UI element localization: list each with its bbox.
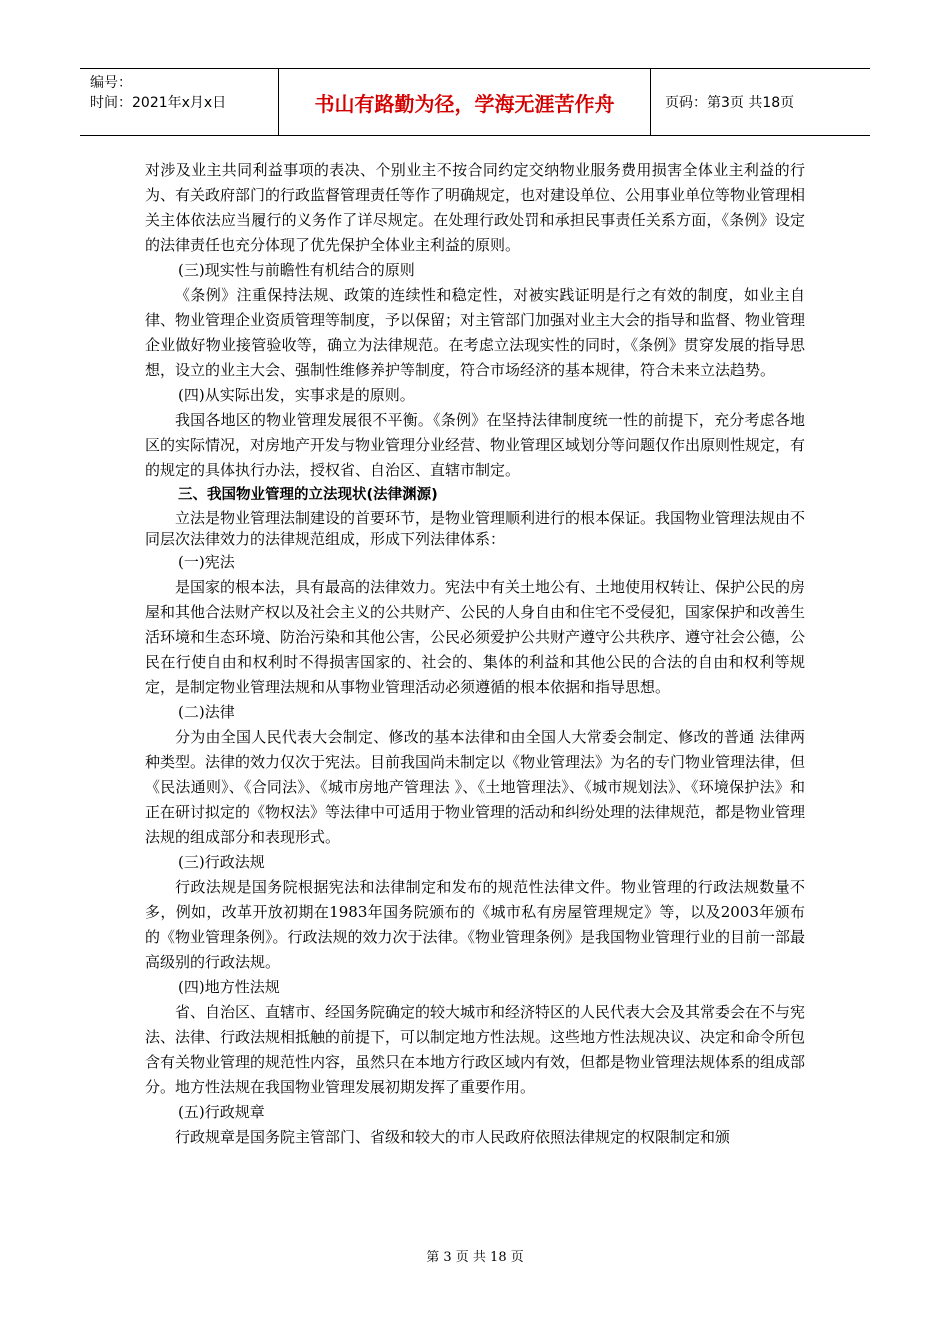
header-table: [80, 68, 870, 136]
paragraph: 立法是物业管理法制建设的首要环节，是物业管理顺利进行的根本保证。我国物业管理法规由不同层次法律效力的法律规范组成，形成下列法律体系：: [145, 509, 806, 548]
paragraph: 是国家的根本法，具有最高的法律效力。宪法中有关土地公有、土地使用权转让、保护公民的房屋和其他合法财产权以及社会主义的公共财产、公民的人身自由和住宅不受侵犯，国家保护和改善生活环境和生态环境、防治污染和其他公害，公民必须爱护公共财产遵守公共秩序、遵守社会公德，公民在行使自由和权利时不得损害国家的、社会的、集体的利益和其他公民的合法的自由和权利等规定，是制定物业管理法规和从事物业管理活动必须遵循的根本依据和指导思想。: [145, 578, 806, 696]
paragraph: 分为由全国人民代表大会制定、修改的基本法律和由全国人大常委会制定、修改的普通 法律两种类型。法律的效力仅次于宪法。目前我国尚未制定以《物业管理法》为名的专门物业管理法律，但《民法通则》、《合同法》、《城市房地产管理法 》、《土地管理法》、《城市规划法》、《环境保护法》和正在研讨拟定的《物权法》等法律中可适用于物业管理的活动和纠纷处理的法律规范，都是物业管理法规的组成部分和表现形式。: [145, 728, 806, 846]
paragraph: 《条例》注重保持法规、政策的连续性和稳定性，对被实践证明是行之有效的制度，如业主自律、物业管理企业资质管理等制度，予以保留；对主管部门加强对业主大会的指导和监督、物业管理企业做好物业接管验收等，确立为法律规范。在考虑立法现实性的同时，《条例》贯穿发展的指导思想，设立的业主大会、强制性维修养护等制度，符合市场经济的基本规律，符合未来立法趋势。: [145, 286, 806, 379]
paragraph: 省、自治区、直辖市、经国务院确定的较大城市和经济特区的人民代表大会及其常委会在不与宪法、法律、行政法规相抵触的前提下，可以制定地方性法规。这些地方性法规决议、决定和命令所包含有关物业管理的规范性内容，虽然只在本地方行政区域内有效，但都是物业管理法规体系的组成部分。地方性法规在我国物业管理发展初期发挥了重要作用。: [145, 1003, 806, 1096]
header-meta: [80, 69, 279, 135]
paragraph: 行政规章是国务院主管部门、省级和较大的市人民政府依照法律规定的权限制定和颁: [175, 1128, 731, 1146]
section-heading: (四)从实际出发，实事求是的原则。: [178, 386, 415, 404]
page-footer: 第 3 页 共 18 页: [426, 1250, 524, 1265]
number-label: 编号：: [90, 75, 132, 91]
section-heading: (一)宪法: [178, 553, 235, 571]
section-heading: (五)行政规章: [178, 1103, 265, 1121]
document-body: [145, 158, 805, 1150]
section-heading: (四)地方性法规: [178, 978, 280, 996]
section-heading: (二)法律: [178, 703, 235, 721]
paragraph: 行政法规是国务院根据宪法和法律制定和发布的规范性法律文件。物业管理的行政法规数量不多，例如，改革开放初期在1983年国务院颁布的《城市私有房屋管理规定》等，以及2003年颁布的《物业管理条例》。行政法规的效力次于法律。《物业管理条例》是我国物业管理行业的目前一部最高级别的行政法规。: [145, 878, 806, 971]
chapter-heading: 三、我国物业管理的立法现状(法律渊源): [178, 487, 438, 503]
header-motto: 书山有路勤为径，学海无涯苦作舟: [279, 69, 651, 135]
header-page-label: 页码：第3页 共18页: [665, 95, 795, 111]
paragraph: 我国各地区的物业管理发展很不平衡。《条例》在坚持法律制度统一性的前提下，充分考虑各地区的实际情况，对房地产开发与物业管理分业经营、物业管理区域划分等问题仅作出原则性规定，有的规定的具体执行办法，授权省、自治区、直辖市制定。: [145, 411, 806, 479]
time-label: 时间：2021年x月x日: [90, 95, 227, 111]
section-heading: (三)行政法规: [178, 853, 265, 871]
paragraph: 对涉及业主共同利益事项的表决、个别业主不按合同约定交纳物业服务费用损害全体业主利益的行为、有关政府部门的行政监督管理责任等作了明确规定，也对建设单位、公用事业单位等物业管理相关主体依法应当履行的义务作了详尽规定。在处理行政处罚和承担民事责任关系方面，《条例》设定的法律责任也充分体现了优先保护全体业主利益的原则。: [145, 161, 806, 254]
section-heading: (三)现实性与前瞻性有机结合的原则: [178, 261, 415, 279]
